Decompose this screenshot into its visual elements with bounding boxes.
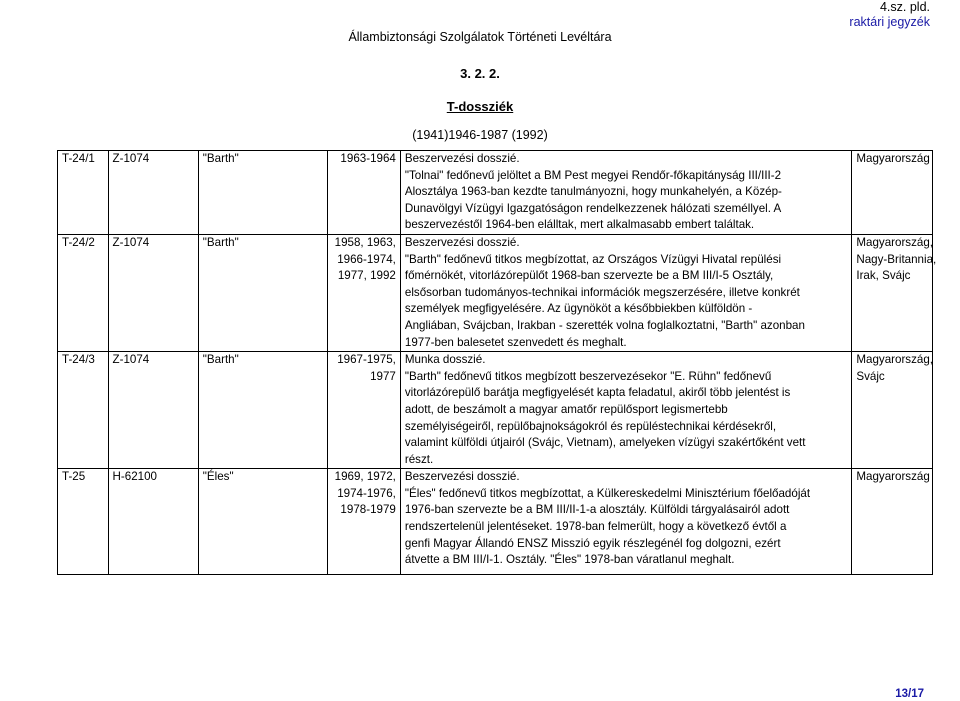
year-line: 1977 [370,369,396,383]
year-line: 1969, 1972, [334,470,396,484]
description-line: személyiségeiről, repülőbajnokságokról és repüléstechnikai kérdésekről, [404,419,777,433]
dossier-description [400,469,851,575]
section-period: (1941)1946-1987 (1992) [412,128,548,142]
dossier-description [400,234,851,351]
description-line: Angliában, Svájcban, Irakban - szerették volna foglalkoztatni, "Barth" azonban [404,318,805,332]
dossier-description [400,151,851,235]
place-line: Magyarország [856,470,930,484]
dossier-years [327,234,400,351]
dossier-years [327,352,400,469]
description-line: "Barth" fedőnevű titkos megbízottat, az Országos Vízügyi Hivatal repülési [404,252,782,266]
description-line: beszervezéstől 1964-ben elálltak, mert alkalmasabb embert találtak. [404,218,755,232]
page-number: 13/17 [895,688,924,700]
description-line: rendszertelenül jelentéseket. 1978-ban felmerült, hogy a következő évtől a [404,520,787,534]
table-row [58,352,933,469]
dossier-places [852,234,937,351]
cover-name: "Barth" [198,234,327,351]
description-line: "Barth" fedőnevű titkos megbízott beszervezésekor "E. Rühn" fedőnevű [404,369,772,383]
year-line: 1966-1974, [337,252,396,266]
description-line: személyek megfigyelésére. Az ügynököt a későbbiekben külföldön - [404,302,753,316]
dossier-years [327,151,400,235]
dossier-description [400,352,851,469]
dossier-id: T-24/2 [58,234,109,351]
place-line: Nagy-Britannia, [856,252,937,266]
table-row [58,469,933,575]
cover-name: "Barth" [198,151,327,235]
inventory-label: raktári jegyzék [849,15,930,29]
description-line: Beszervezési dosszié. [404,152,520,165]
dossier-code: Z-1074 [108,234,198,351]
place-line: Svájc [856,369,885,383]
description-line: 1977-ben balesetet szenvedett és meghalt. [404,335,627,349]
place-line: Magyarország, [856,353,934,367]
inventory-table [57,150,937,575]
description-line: genfi Magyar Állandó ENSZ Misszió egyik részlegénél fog dolgozni, ezért [404,536,781,550]
place-line: Magyarország [856,152,930,165]
dossier-id: T-24/1 [58,151,109,235]
dossier-id: T-24/3 [58,352,109,469]
year-line: 1967-1975, [337,353,396,367]
section-number: 3. 2. 2. [460,66,500,81]
description-line: 1976-ban szervezte be a BM III/II-1-a alosztály. Külföldi tárgyalásairól adott [404,503,790,517]
description-line: elsősorban tudományos-technikai információk megszerzésére, illetve konkrét [404,285,800,299]
description-line: Beszervezési dosszié. [404,235,520,249]
description-line: "Tolnai" fedőnevű jelöltet a BM Pest megyei Rendőr-főkapitányság III/III-2 [404,168,782,182]
place-line: Magyarország, [856,235,934,249]
description-line: Dunavölgyi Vízügyi Igazgatóságon rendelkezzenek hálózati személlyel. A [404,201,782,215]
copy-number: 4.sz. pld. [879,0,930,14]
description-line: valamint külföldi útjairól (Svájc, Vietnam), amelyeken vízügyi szakértőként vett [404,436,806,450]
description-line: átvette a BM III/I-1. Osztály. "Éles" 1978-ban váratlanul meghalt. [404,553,735,567]
year-line: 1958, 1963, [334,235,396,249]
document-corner-labels [849,0,930,30]
archive-name: Állambiztonsági Szolgálatok Történeti Levéltára [348,30,612,44]
cover-name: "Éles" [198,469,327,575]
description-line: vitorlázórepülő barátja megfigyelését kapta feladatul, akiről több jelentést is [404,386,791,400]
section-title: T-dosszi​ék [446,99,514,114]
dossier-code: Z-1074 [108,151,198,235]
description-line: Munka dosszié. [404,353,486,367]
dossier-id: T-25 [58,469,109,575]
description-line: Alosztálya 1963-ban kezdte tanulmányozni, hogy munkahelyén, a Közép- [404,185,782,199]
dossier-places [852,151,933,235]
dossier-places [852,352,933,469]
description-line: főmérnökét, vitorlázórepülőt 1968-ban szervezte be a BM III/I-5 Osztály, [404,269,774,283]
year-line: 1963-1964 [340,152,396,165]
table-row [58,234,933,351]
description-line: Beszervezési dosszié. [404,470,520,484]
description-line: részt. [404,452,434,466]
description-line: adott, de beszámolt a magyar amatőr repülősport legismertebb [404,402,728,416]
year-line: 1977, 1992 [337,269,396,283]
dossier-code: H-62100 [108,469,198,575]
place-line: Irak, Svájc [856,269,911,283]
cover-name: "Barth" [198,352,327,469]
table-row [58,151,933,235]
dossier-places [852,469,933,575]
year-line: 1974-1976, [337,486,396,500]
description-line: "Éles" fedőnevű titkos megbízottat, a Külkereskedelmi Minisztérium főelőadóját [404,486,811,500]
year-line: 1978-1979 [340,503,396,517]
dossier-code: Z-1074 [108,352,198,469]
dossier-years [327,469,400,575]
